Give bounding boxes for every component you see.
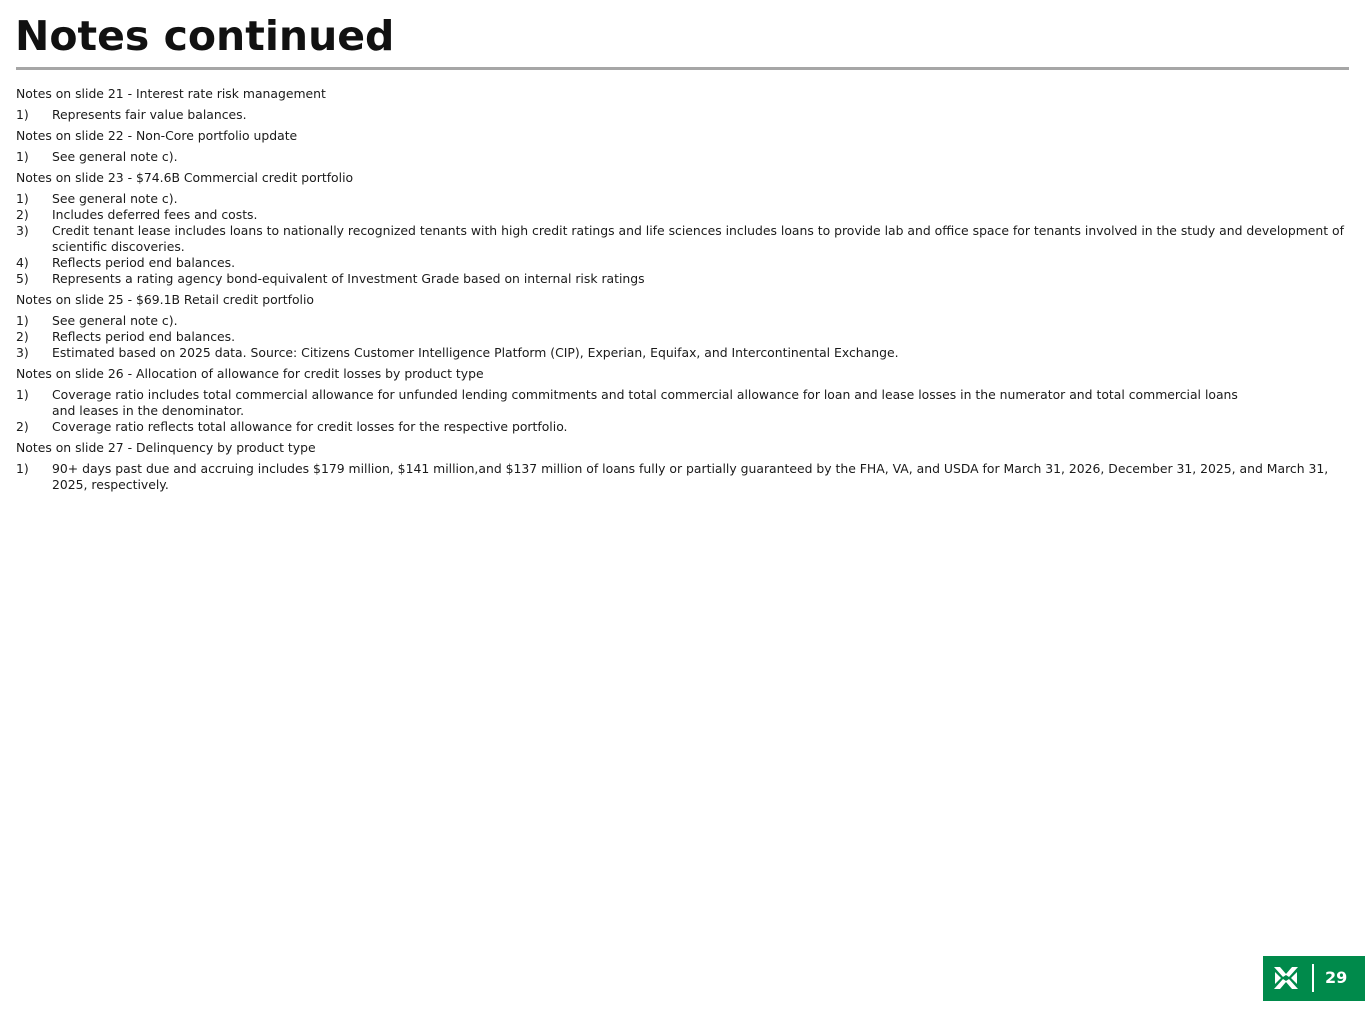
note-text-line: and leases in the denominator. <box>52 403 245 418</box>
note-list <box>16 461 1356 493</box>
note-list <box>16 149 1356 165</box>
note-number: 1) <box>16 149 29 164</box>
page-number: 29 <box>1325 968 1348 987</box>
note-number: 1) <box>16 191 29 206</box>
note-item <box>16 149 1356 165</box>
title-divider <box>16 67 1349 70</box>
note-text: Reflects period end balances. <box>52 329 236 344</box>
note-number: 1) <box>16 461 29 476</box>
note-item <box>16 207 1356 223</box>
note-item <box>16 255 1356 271</box>
notes-section <box>16 366 1356 435</box>
note-text: Reflects period end balances. <box>52 255 236 270</box>
note-list <box>16 191 1356 287</box>
note-item <box>16 329 1356 345</box>
note-item <box>16 191 1356 207</box>
note-item <box>16 271 1356 287</box>
note-text <box>52 387 1356 419</box>
note-number: 4) <box>16 255 29 270</box>
note-number: 3) <box>16 345 29 360</box>
note-number: 1) <box>16 313 29 328</box>
footer-badge <box>1263 956 1365 1001</box>
note-text: Represents fair value balances. <box>52 107 247 122</box>
note-text: 90+ days past due and accruing includes $179 million, $141 million,and $137 million of loans fully or partially guaranteed by the FHA, VA, and USDA for March 31, 2026, December 31, 2025, and March 31, 2025, respectively. <box>52 461 1329 492</box>
notes-body <box>16 86 1356 498</box>
note-item <box>16 387 1356 419</box>
section-heading: Notes on slide 23 - $74.6B Commercial credit portfolio <box>16 170 354 185</box>
notes-section <box>16 170 1356 287</box>
note-text: Coverage ratio reflects total allowance for credit losses for the respective portfolio. <box>52 419 568 434</box>
note-number: 5) <box>16 271 29 286</box>
note-item <box>16 313 1356 329</box>
notes-section <box>16 440 1356 493</box>
note-text: Credit tenant lease includes loans to nationally recognized tenants with high credit ratings and life sciences includes loans to provide lab and office space for tenants involved in the study and development of scientific discoveries. <box>52 223 1344 254</box>
note-text: See general note c). <box>52 149 178 164</box>
note-text: See general note c). <box>52 191 178 206</box>
section-heading: Notes on slide 25 - $69.1B Retail credit portfolio <box>16 292 315 307</box>
section-heading: Notes on slide 26 - Allocation of allowance for credit losses by product type <box>16 366 484 381</box>
notes-section <box>16 86 1356 123</box>
page-title: Notes continued <box>15 12 395 60</box>
note-item <box>16 107 1356 123</box>
note-number: 2) <box>16 207 29 222</box>
note-list <box>16 387 1356 435</box>
note-number: 2) <box>16 419 29 434</box>
badge-divider <box>1312 964 1314 992</box>
note-number: 1) <box>16 107 29 122</box>
section-heading: Notes on slide 27 - Delinquency by product type <box>16 440 316 455</box>
section-heading: Notes on slide 21 - Interest rate risk management <box>16 86 326 101</box>
note-text: Represents a rating agency bond-equivalent of Investment Grade based on internal risk ratings <box>52 271 645 286</box>
note-item <box>16 419 1356 435</box>
note-text: Estimated based on 2025 data. Source: Citizens Customer Intelligence Platform (CIP), Experian, Equifax, and Intercontinental Exchange. <box>52 345 899 360</box>
citizens-logo-icon <box>1272 964 1300 992</box>
notes-section <box>16 292 1356 361</box>
note-number: 3) <box>16 223 29 238</box>
note-text: Includes deferred fees and costs. <box>52 207 258 222</box>
note-text-line: Coverage ratio includes total commercial allowance for unfunded lending commitments and total commercial allowance for loan and lease losses in the numerator and total commercial loans <box>52 387 1238 402</box>
note-number: 1) <box>16 387 29 402</box>
notes-section <box>16 128 1356 165</box>
note-item <box>16 461 1356 493</box>
note-item <box>16 345 1356 361</box>
note-list <box>16 313 1356 361</box>
note-item <box>16 223 1356 255</box>
note-number: 2) <box>16 329 29 344</box>
note-text: See general note c). <box>52 313 178 328</box>
section-heading: Notes on slide 22 - Non-Core portfolio update <box>16 128 298 143</box>
note-list <box>16 107 1356 123</box>
